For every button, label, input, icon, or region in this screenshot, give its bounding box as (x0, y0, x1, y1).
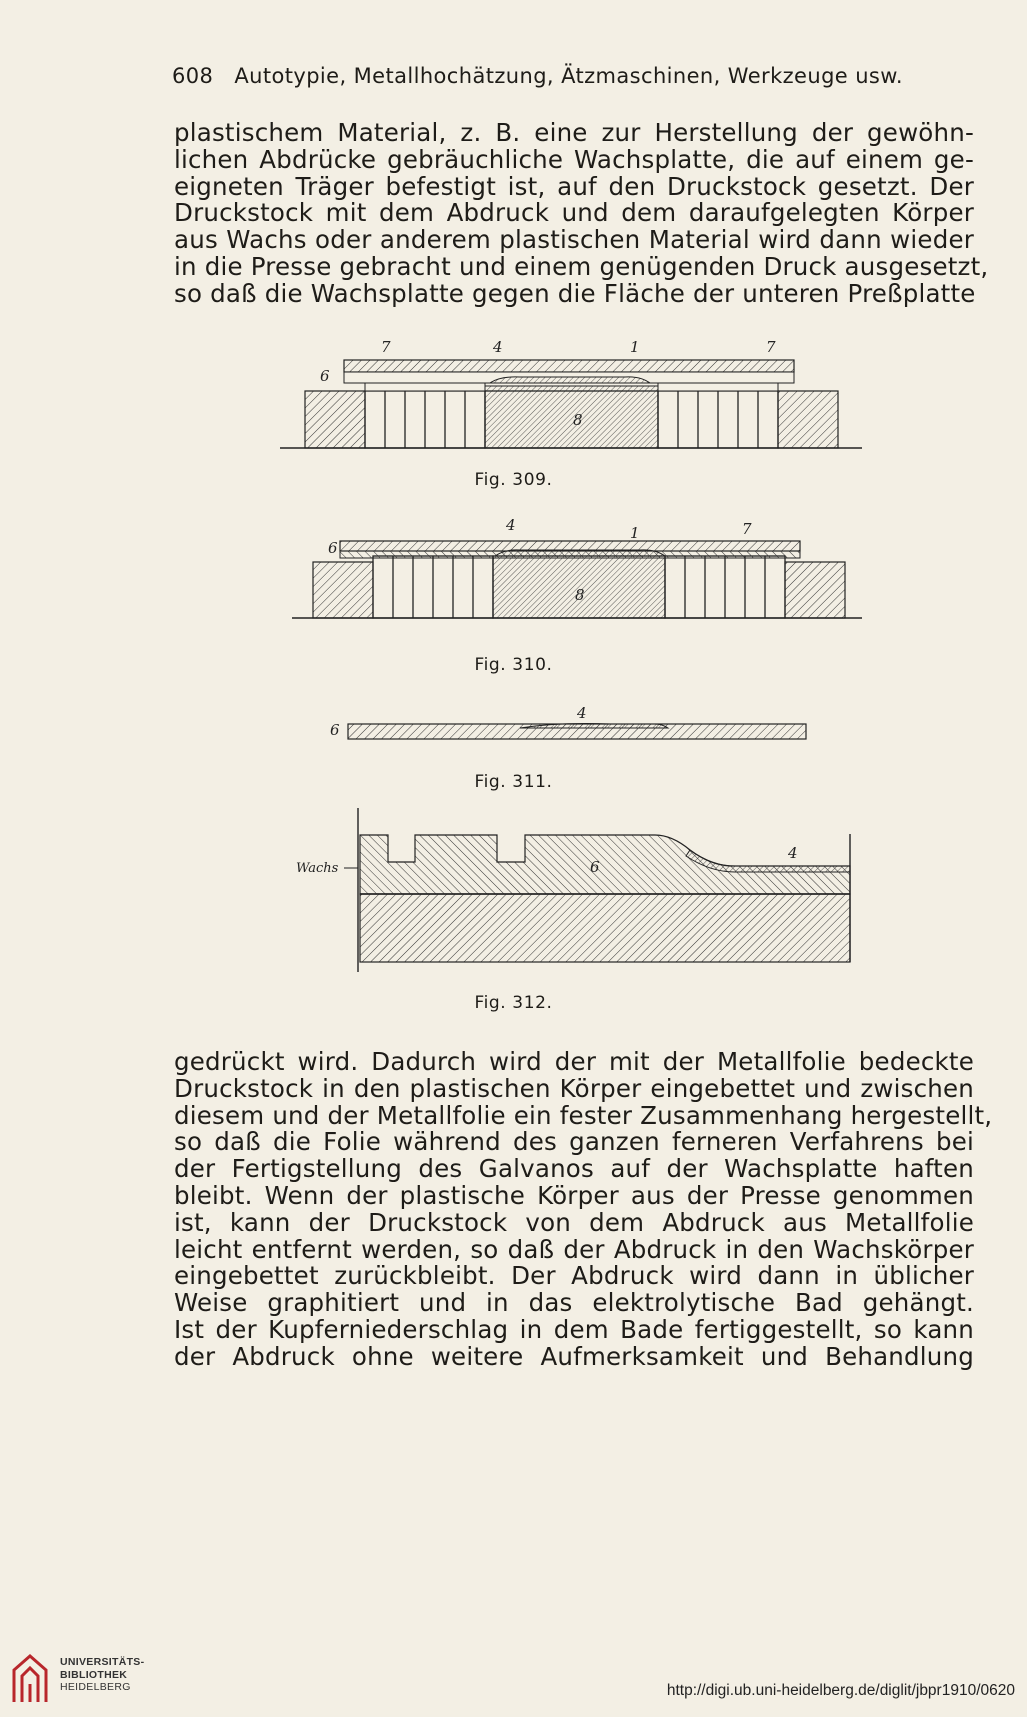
logo-line: UNIVERSITÄTS- (60, 1656, 145, 1668)
fig309-label-8: 8 (573, 411, 583, 429)
figure-caption: Fig. 312. (474, 993, 553, 1013)
text-line: eingebettet zurückbleibt. Der Abdruck wird dann in üblicher (174, 1261, 974, 1291)
fig309-label-4: 4 (493, 338, 503, 356)
fig310-label-8: 8 (575, 586, 585, 604)
text-line: diesem und der Metallfolie ein fester Zusammenhang hergestellt, (174, 1100, 993, 1130)
text-line: aus Wachs oder anderem plastischen Material wird dann wieder (174, 225, 974, 255)
figure-310 (292, 516, 862, 618)
text-line: plastischem Material, z. B. eine zur Herstellung der gewöhn- (174, 118, 974, 147)
figure-caption: Fig. 311. (474, 772, 553, 792)
figure-312 (296, 808, 850, 972)
text-line: so daß die Wachsplatte gegen die Fläche der unteren Preßplatte (174, 278, 976, 308)
fig310-label-6: 6 (328, 539, 338, 557)
figure-caption: Fig. 309. (474, 470, 553, 490)
fig309-label-7a: 7 (381, 338, 391, 356)
fig310-label-1: 1 (630, 524, 640, 542)
fig310-label-4: 4 (506, 516, 516, 534)
fig309-label-7b: 7 (766, 338, 776, 356)
text-line: Weise graphitiert und in das elektrolytische Bad gehängt. (174, 1288, 974, 1318)
fig312-label-6: 6 (590, 858, 600, 876)
fig309-label-6: 6 (320, 367, 330, 385)
figure-309 (280, 338, 862, 448)
text-line: Ist der Kupferniederschlag in dem Bade fertiggestellt, so kann (174, 1314, 974, 1344)
fig312-label-4: 4 (788, 844, 798, 862)
running-title: Autotypie, Metallhochätzung, Ätzmaschinen, Werkzeuge usw. (234, 64, 903, 88)
text-line: Druckstock mit dem Abdruck und dem daraufgelegten Körper (174, 198, 974, 228)
text-line: eigneten Träger befestigt ist, auf den Druckstock gesetzt. Der (174, 171, 974, 201)
logo-line: BIBLIOTHEK (60, 1668, 128, 1681)
text-line: der Fertigstellung des Galvanos auf der Wachsplatte haften (174, 1154, 974, 1184)
text-line: gedrückt wird. Dadurch wird der mit der Metallfolie bedeckte (174, 1047, 974, 1076)
text-line: der Abdruck ohne weitere Aufmerksamkeit und Behandlung (174, 1341, 974, 1371)
fig311-label-4: 4 (577, 704, 587, 722)
library-logo-text (60, 1656, 144, 1694)
fig309-label-1: 1 (630, 338, 640, 356)
figure-caption: Fig. 310. (474, 655, 553, 675)
paragraph-bottom (174, 1047, 993, 1371)
text-line: leicht entfernt werden, so daß der Abdruck in den Wachskörper (174, 1234, 974, 1264)
text-line: Druckstock in den plastischen Körper eingebettet und zwischen (174, 1073, 974, 1103)
text-line: ist, kann der Druckstock von dem Abdruck aus Metallfolie (174, 1207, 974, 1237)
page-number: 608 (172, 64, 214, 88)
fig310-label-7: 7 (742, 520, 752, 538)
fig311-label-6: 6 (330, 721, 340, 739)
text-line: in die Presse gebracht und einem genügenden Druck ausgesetzt, (174, 251, 989, 281)
text-line: so daß die Folie während des ganzen ferneren Verfahrens bei (174, 1127, 974, 1157)
fig312-label-wachs: Wachs (296, 861, 339, 876)
figure-311 (330, 704, 806, 739)
logo-line: HEIDELBERG (60, 1681, 131, 1693)
text-line: lichen Abdrücke gebräuchliche Wachsplatte, die auf einem ge- (174, 144, 974, 174)
source-url[interactable]: http://digi.ub.uni-heidelberg.de/diglit/jbpr1910/0620 (666, 1682, 1015, 1699)
text-line: bleibt. Wenn der plastische Körper aus der Presse genommen (174, 1180, 974, 1210)
